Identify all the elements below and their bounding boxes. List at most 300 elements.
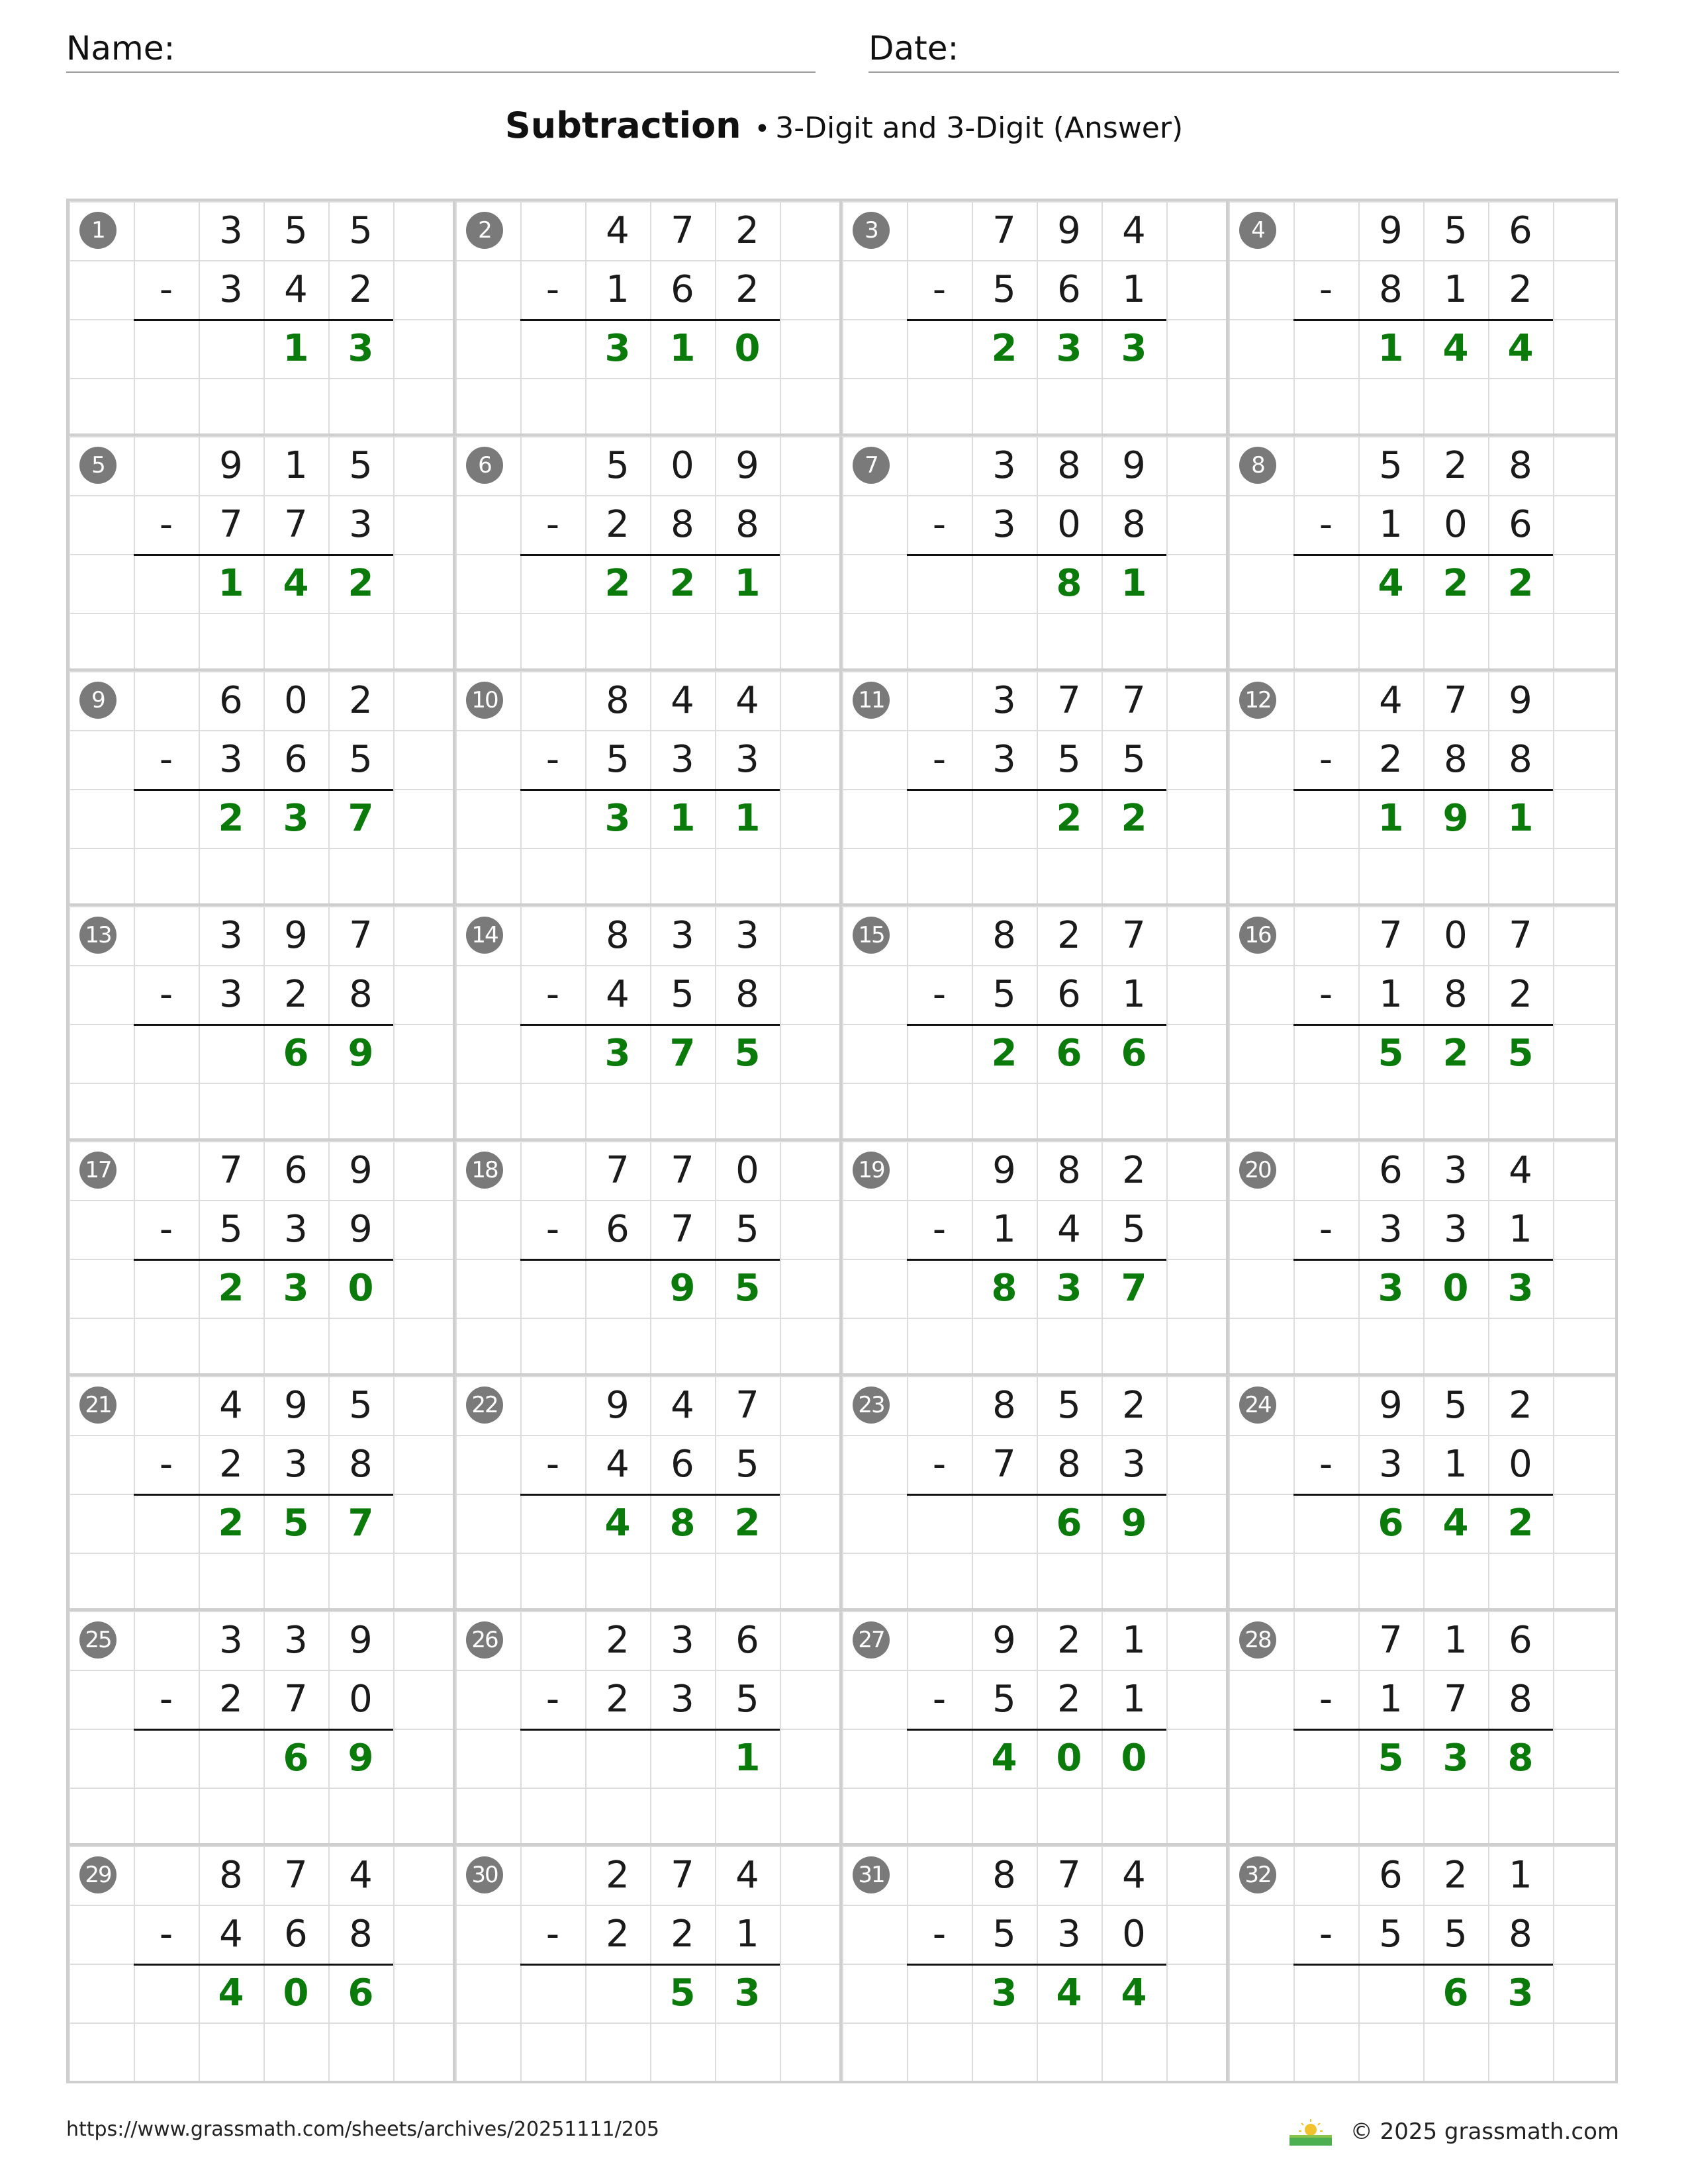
answer-digit — [1358, 1964, 1423, 2023]
empty-digit-cell — [134, 436, 199, 495]
answer-digit: 0 — [283, 1972, 309, 2015]
digit: 5 — [735, 1443, 759, 1486]
empty-digit-cell — [520, 319, 585, 378]
digit: 8 — [1057, 1443, 1081, 1486]
digit: 5 — [1122, 738, 1146, 781]
digit: 9 — [1122, 444, 1146, 487]
digit: 6 — [284, 1913, 308, 1956]
digit: 5 — [992, 973, 1016, 1016]
answer-row — [1293, 319, 1553, 378]
subtrahend-row — [907, 965, 1166, 1026]
answer-row — [520, 1024, 780, 1083]
problem-number-badge: 27 — [853, 1621, 890, 1659]
problem-number-badge: 3 — [853, 212, 890, 249]
problem-number-badge: 30 — [466, 1856, 503, 1893]
subtrahend-row — [907, 260, 1166, 321]
answer-digit: 7 — [348, 1502, 374, 1545]
digit: 6 — [1379, 1149, 1403, 1192]
digit: 9 — [1379, 209, 1403, 252]
digit: 3 — [1379, 1443, 1403, 1486]
subtrahend-row — [907, 1905, 1166, 1966]
digit: 2 — [1057, 1678, 1081, 1721]
problem-number-badge: 32 — [1239, 1856, 1276, 1893]
digit: 6 — [284, 1149, 308, 1192]
problem-cell — [455, 436, 842, 671]
digit: 3 — [1444, 1208, 1468, 1251]
digit: 7 — [284, 1854, 308, 1897]
digit: 3 — [992, 503, 1016, 546]
digit: 5 — [735, 1208, 759, 1251]
minuend-row — [520, 671, 780, 730]
digit: 3 — [284, 1208, 308, 1251]
digit: 7 — [671, 1149, 694, 1192]
problem-cell — [1229, 436, 1615, 671]
minuend-row — [520, 906, 780, 965]
digit: 7 — [735, 1384, 759, 1427]
answer-digit: 2 — [604, 562, 631, 605]
digit: 7 — [349, 914, 373, 957]
problem-cell — [69, 1376, 455, 1611]
answer-digit: 0 — [1442, 1267, 1469, 1310]
answer-digit — [585, 1964, 650, 2023]
empty-digit-cell — [520, 789, 585, 848]
minus-operator: - — [159, 268, 173, 311]
empty-digit-cell — [134, 1024, 199, 1083]
answer-row — [907, 1964, 1166, 2023]
empty-digit-cell — [1293, 1024, 1358, 1083]
empty-digit-cell — [1293, 671, 1358, 730]
problem-cell — [455, 201, 842, 436]
minus-operator: - — [932, 1208, 947, 1251]
digit: 6 — [1509, 209, 1532, 252]
minuend-row — [1293, 1611, 1553, 1670]
digit: 8 — [1444, 738, 1468, 781]
minuend-row — [907, 1846, 1166, 1905]
digit: 5 — [1057, 738, 1081, 781]
empty-digit-cell — [520, 436, 585, 495]
date-label: Date: — [868, 29, 959, 68]
answer-digit: 2 — [1507, 562, 1534, 605]
digit: 1 — [1122, 1619, 1146, 1662]
digit: 9 — [1057, 209, 1081, 252]
answer-digit: 6 — [1056, 1502, 1082, 1545]
digit: 0 — [349, 1678, 373, 1721]
date-field[interactable] — [868, 25, 1619, 73]
minuend-row — [1293, 1376, 1553, 1435]
digit: 5 — [349, 444, 373, 487]
empty-digit-cell — [1293, 1729, 1358, 1788]
digit: 2 — [1122, 1384, 1146, 1427]
answer-digit: 2 — [991, 1032, 1017, 1075]
digit: 7 — [219, 1149, 243, 1192]
digit: 2 — [1122, 1149, 1146, 1192]
minuend-row — [134, 906, 393, 965]
digit: 4 — [349, 1854, 373, 1897]
answer-digit: 4 — [1378, 562, 1404, 605]
digit: 3 — [992, 444, 1016, 487]
minuend-row — [907, 436, 1166, 495]
empty-digit-cell — [520, 1729, 585, 1788]
problem-number-badge: 16 — [1239, 917, 1276, 954]
minus-operator: - — [159, 1678, 173, 1721]
digit: 7 — [992, 1443, 1016, 1486]
problem-cell — [69, 201, 455, 436]
digit: 7 — [219, 503, 243, 546]
empty-digit-cell — [907, 1024, 972, 1083]
digit: 8 — [671, 503, 694, 546]
answer-digit: 6 — [1056, 1032, 1082, 1075]
answer-digit: 9 — [348, 1737, 374, 1780]
minus-operator: - — [932, 268, 947, 311]
answer-row — [134, 1964, 393, 2023]
minuend-row — [520, 436, 780, 495]
answer-digit: 4 — [604, 1502, 631, 1545]
problem-number-badge: 20 — [1239, 1152, 1276, 1189]
answer-digit: 8 — [1056, 562, 1082, 605]
digit: 1 — [1509, 1208, 1532, 1251]
digit: 7 — [606, 1149, 630, 1192]
digit: 3 — [1379, 1208, 1403, 1251]
answer-row — [907, 1729, 1166, 1788]
minuend-row — [1293, 436, 1553, 495]
problem-number-badge: 24 — [1239, 1387, 1276, 1424]
minuend-row — [1293, 671, 1553, 730]
empty-digit-cell — [907, 436, 972, 495]
digit: 8 — [1444, 973, 1468, 1016]
digit: 0 — [284, 679, 308, 722]
problem-number-badge: 17 — [79, 1152, 117, 1189]
empty-digit-cell — [520, 1846, 585, 1905]
problem-cell — [69, 671, 455, 906]
digit: 7 — [1509, 914, 1532, 957]
answer-row — [907, 319, 1166, 378]
digit: 9 — [349, 1208, 373, 1251]
digit: 4 — [1379, 679, 1403, 722]
answer-digit: 9 — [1121, 1502, 1147, 1545]
empty-digit-cell — [907, 906, 972, 965]
minus-operator: - — [932, 973, 947, 1016]
problem-number-badge: 28 — [1239, 1621, 1276, 1659]
minus-operator: - — [159, 503, 173, 546]
answer-digit: 3 — [1442, 1737, 1469, 1780]
minuend-row — [907, 1376, 1166, 1435]
empty-digit-cell — [520, 906, 585, 965]
minuend-row — [134, 436, 393, 495]
answer-digit: 7 — [669, 1032, 696, 1075]
digit: 5 — [1057, 1384, 1081, 1427]
digit: 5 — [1379, 1913, 1403, 1956]
problem-cell — [455, 1376, 842, 1611]
problem-number-badge: 26 — [466, 1621, 503, 1659]
answer-digit: 2 — [218, 797, 244, 840]
problem-cell — [1229, 671, 1615, 906]
answer-row — [1293, 789, 1553, 848]
problem-number-badge: 18 — [466, 1152, 503, 1189]
subtrahend-row — [520, 1435, 780, 1496]
answer-digit: 6 — [1378, 1502, 1404, 1545]
digit: 1 — [606, 268, 630, 311]
digit: 5 — [992, 268, 1016, 311]
digit: 8 — [992, 1384, 1016, 1427]
answer-row — [520, 1729, 780, 1788]
empty-digit-cell — [520, 671, 585, 730]
digit: 1 — [1444, 268, 1468, 311]
title-main: Subtraction — [504, 105, 741, 146]
digit: 9 — [219, 444, 243, 487]
answer-digit — [972, 1494, 1037, 1553]
problem-number-badge: 5 — [79, 447, 117, 484]
digit: 0 — [1444, 914, 1468, 957]
answer-digit: 0 — [1056, 1737, 1082, 1780]
answer-digit — [972, 789, 1037, 848]
digit: 0 — [1444, 503, 1468, 546]
empty-digit-cell — [520, 1024, 585, 1083]
digit: 1 — [1444, 1619, 1468, 1662]
minuend-row — [134, 1141, 393, 1200]
subtrahend-row — [1293, 1670, 1553, 1731]
answer-digit: 9 — [1442, 797, 1469, 840]
digit: 2 — [671, 1913, 694, 1956]
problem-number-badge: 13 — [79, 917, 117, 954]
digit: 3 — [671, 1619, 694, 1662]
minuend-row — [520, 1846, 780, 1905]
digit: 8 — [1509, 1678, 1532, 1721]
digit: 6 — [1379, 1854, 1403, 1897]
problem-cell — [455, 906, 842, 1141]
problem-cell — [842, 436, 1229, 671]
digit: 9 — [606, 1384, 630, 1427]
empty-digit-cell — [134, 319, 199, 378]
digit: 4 — [284, 268, 308, 311]
empty-digit-cell — [134, 671, 199, 730]
digit: 8 — [1509, 738, 1532, 781]
minus-operator: - — [932, 1443, 947, 1486]
problem-cell — [455, 671, 842, 906]
problem-cell — [842, 201, 1229, 436]
answer-digit: 1 — [1378, 327, 1404, 370]
minuend-row — [907, 201, 1166, 260]
subtrahend-row — [1293, 260, 1553, 321]
digit: 2 — [1057, 1619, 1081, 1662]
answer-row — [134, 1024, 393, 1083]
footer-copyright-block — [1287, 2115, 1619, 2148]
answer-row — [1293, 1259, 1553, 1318]
digit: 8 — [349, 1913, 373, 1956]
digit: 0 — [671, 444, 694, 487]
digit: 1 — [1379, 503, 1403, 546]
subtrahend-row — [134, 260, 393, 321]
digit: 9 — [284, 1384, 308, 1427]
empty-digit-cell — [520, 1259, 585, 1318]
digit: 2 — [606, 503, 630, 546]
answer-digit: 9 — [669, 1267, 696, 1310]
problem-cell — [69, 1611, 455, 1846]
subtrahend-row — [520, 260, 780, 321]
minuend-row — [134, 1611, 393, 1670]
digit: 2 — [1057, 914, 1081, 957]
title-subtitle: 3-Digit and 3-Digit (Answer) — [775, 111, 1184, 145]
digit: 3 — [219, 914, 243, 957]
answer-digit: 1 — [1507, 797, 1534, 840]
subtrahend-row — [907, 1435, 1166, 1496]
answer-digit: 2 — [1056, 797, 1082, 840]
digit: 7 — [1057, 1854, 1081, 1897]
minus-operator: - — [1319, 503, 1333, 546]
empty-digit-cell — [907, 319, 972, 378]
subtrahend-row — [520, 495, 780, 556]
digit: 5 — [671, 973, 694, 1016]
grass-sun-logo-icon — [1287, 2115, 1335, 2148]
empty-digit-cell — [520, 201, 585, 260]
empty-digit-cell — [134, 789, 199, 848]
digit: 3 — [671, 914, 694, 957]
problem-number-badge: 21 — [79, 1387, 117, 1424]
digit: 4 — [1057, 1208, 1081, 1251]
digit: 3 — [1057, 1913, 1081, 1956]
empty-digit-cell — [134, 906, 199, 965]
problem-cell — [842, 671, 1229, 906]
problem-cell — [69, 436, 455, 671]
minus-operator: - — [545, 1208, 560, 1251]
problem-number-badge: 14 — [466, 917, 503, 954]
digit: 2 — [735, 209, 759, 252]
digit: 1 — [1509, 1854, 1532, 1897]
minus-operator: - — [159, 1443, 173, 1486]
subtrahend-row — [520, 1670, 780, 1731]
digit: 6 — [1057, 973, 1081, 1016]
subtrahend-row — [1293, 965, 1553, 1026]
answer-digit: 3 — [283, 1267, 309, 1310]
digit: 2 — [735, 268, 759, 311]
empty-digit-cell — [907, 1494, 972, 1553]
answer-row — [1293, 1729, 1553, 1788]
digit: 2 — [284, 973, 308, 1016]
minus-operator: - — [159, 973, 173, 1016]
minuend-row — [1293, 1141, 1553, 1200]
empty-digit-cell — [1293, 1141, 1358, 1200]
digit: 9 — [349, 1619, 373, 1662]
answer-digit — [199, 1729, 263, 1788]
subtrahend-row — [134, 965, 393, 1026]
answer-digit: 6 — [283, 1032, 309, 1075]
digit: 4 — [1122, 1854, 1146, 1897]
problem-cell — [842, 1376, 1229, 1611]
problem-cell — [455, 1611, 842, 1846]
answer-digit: 4 — [1121, 1972, 1147, 2015]
digit: 3 — [219, 973, 243, 1016]
empty-digit-cell — [1293, 906, 1358, 965]
empty-digit-cell — [1293, 319, 1358, 378]
answer-row — [907, 1494, 1166, 1553]
minus-operator: - — [545, 1443, 560, 1486]
minus-operator: - — [159, 738, 173, 781]
answer-digit: 5 — [734, 1032, 761, 1075]
digit: 2 — [606, 1619, 630, 1662]
digit: 5 — [1444, 1384, 1468, 1427]
empty-digit-cell — [1293, 789, 1358, 848]
subtrahend-row — [520, 1905, 780, 1966]
digit: 5 — [349, 738, 373, 781]
digit: 5 — [1122, 1208, 1146, 1251]
minuend-row — [520, 201, 780, 260]
digit: 7 — [671, 1208, 694, 1251]
problem-number-badge: 25 — [79, 1621, 117, 1659]
minuend-row — [134, 1846, 393, 1905]
answer-digit: 1 — [734, 562, 761, 605]
problem-number-badge: 29 — [79, 1856, 117, 1893]
answer-digit: 3 — [991, 1972, 1017, 2015]
digit: 5 — [349, 1384, 373, 1427]
answer-digit: 3 — [1121, 327, 1147, 370]
subtrahend-row — [1293, 730, 1553, 791]
answer-digit — [650, 1729, 715, 1788]
digit: 3 — [284, 1619, 308, 1662]
digit: 4 — [1122, 209, 1146, 252]
digit: 2 — [1509, 973, 1532, 1016]
subtrahend-row — [520, 965, 780, 1026]
digit: 4 — [671, 1384, 694, 1427]
subtrahend-row — [907, 495, 1166, 556]
problem-cell — [842, 1141, 1229, 1376]
answer-row — [1293, 554, 1553, 613]
answer-digit: 2 — [1442, 562, 1469, 605]
digit: 5 — [349, 209, 373, 252]
problem-cell — [455, 1846, 842, 2081]
answer-digit: 5 — [1378, 1032, 1404, 1075]
empty-digit-cell — [520, 1494, 585, 1553]
problem-number-badge: 9 — [79, 682, 117, 719]
subtrahend-row — [134, 495, 393, 556]
answer-digit: 1 — [734, 1737, 761, 1780]
name-label: Name: — [66, 29, 175, 68]
name-field[interactable] — [66, 25, 816, 73]
footer-url[interactable]: https://www.grassmath.com/sheets/archives/20251111/205 — [66, 2118, 660, 2141]
digit: 9 — [1509, 679, 1532, 722]
digit: 1 — [284, 444, 308, 487]
minuend-row — [907, 1141, 1166, 1200]
digit: 8 — [606, 679, 630, 722]
digit: 5 — [1444, 209, 1468, 252]
empty-digit-cell — [907, 201, 972, 260]
digit: 3 — [349, 503, 373, 546]
minuend-row — [907, 906, 1166, 965]
minus-operator: - — [159, 1208, 173, 1251]
digit: 8 — [1057, 444, 1081, 487]
empty-digit-cell — [907, 1141, 972, 1200]
problem-cell — [69, 906, 455, 1141]
problem-cell — [455, 1141, 842, 1376]
minus-operator: - — [545, 1678, 560, 1721]
digit: 8 — [1509, 444, 1532, 487]
answer-row — [134, 789, 393, 848]
answer-digit: 2 — [991, 327, 1017, 370]
subtrahend-row — [520, 1200, 780, 1261]
problem-number-badge: 19 — [853, 1152, 890, 1189]
answer-digit: 4 — [1442, 327, 1469, 370]
minuend-row — [1293, 906, 1553, 965]
digit: 9 — [349, 1149, 373, 1192]
empty-digit-cell — [1293, 1376, 1358, 1435]
digit: 7 — [671, 1854, 694, 1897]
digit: 8 — [735, 503, 759, 546]
digit: 6 — [735, 1619, 759, 1662]
subtrahend-row — [134, 1905, 393, 1966]
minuend-row — [134, 671, 393, 730]
digit: 5 — [606, 444, 630, 487]
title-separator: • — [754, 114, 771, 144]
digit: 5 — [992, 1913, 1016, 1956]
digit: 2 — [1509, 268, 1532, 311]
